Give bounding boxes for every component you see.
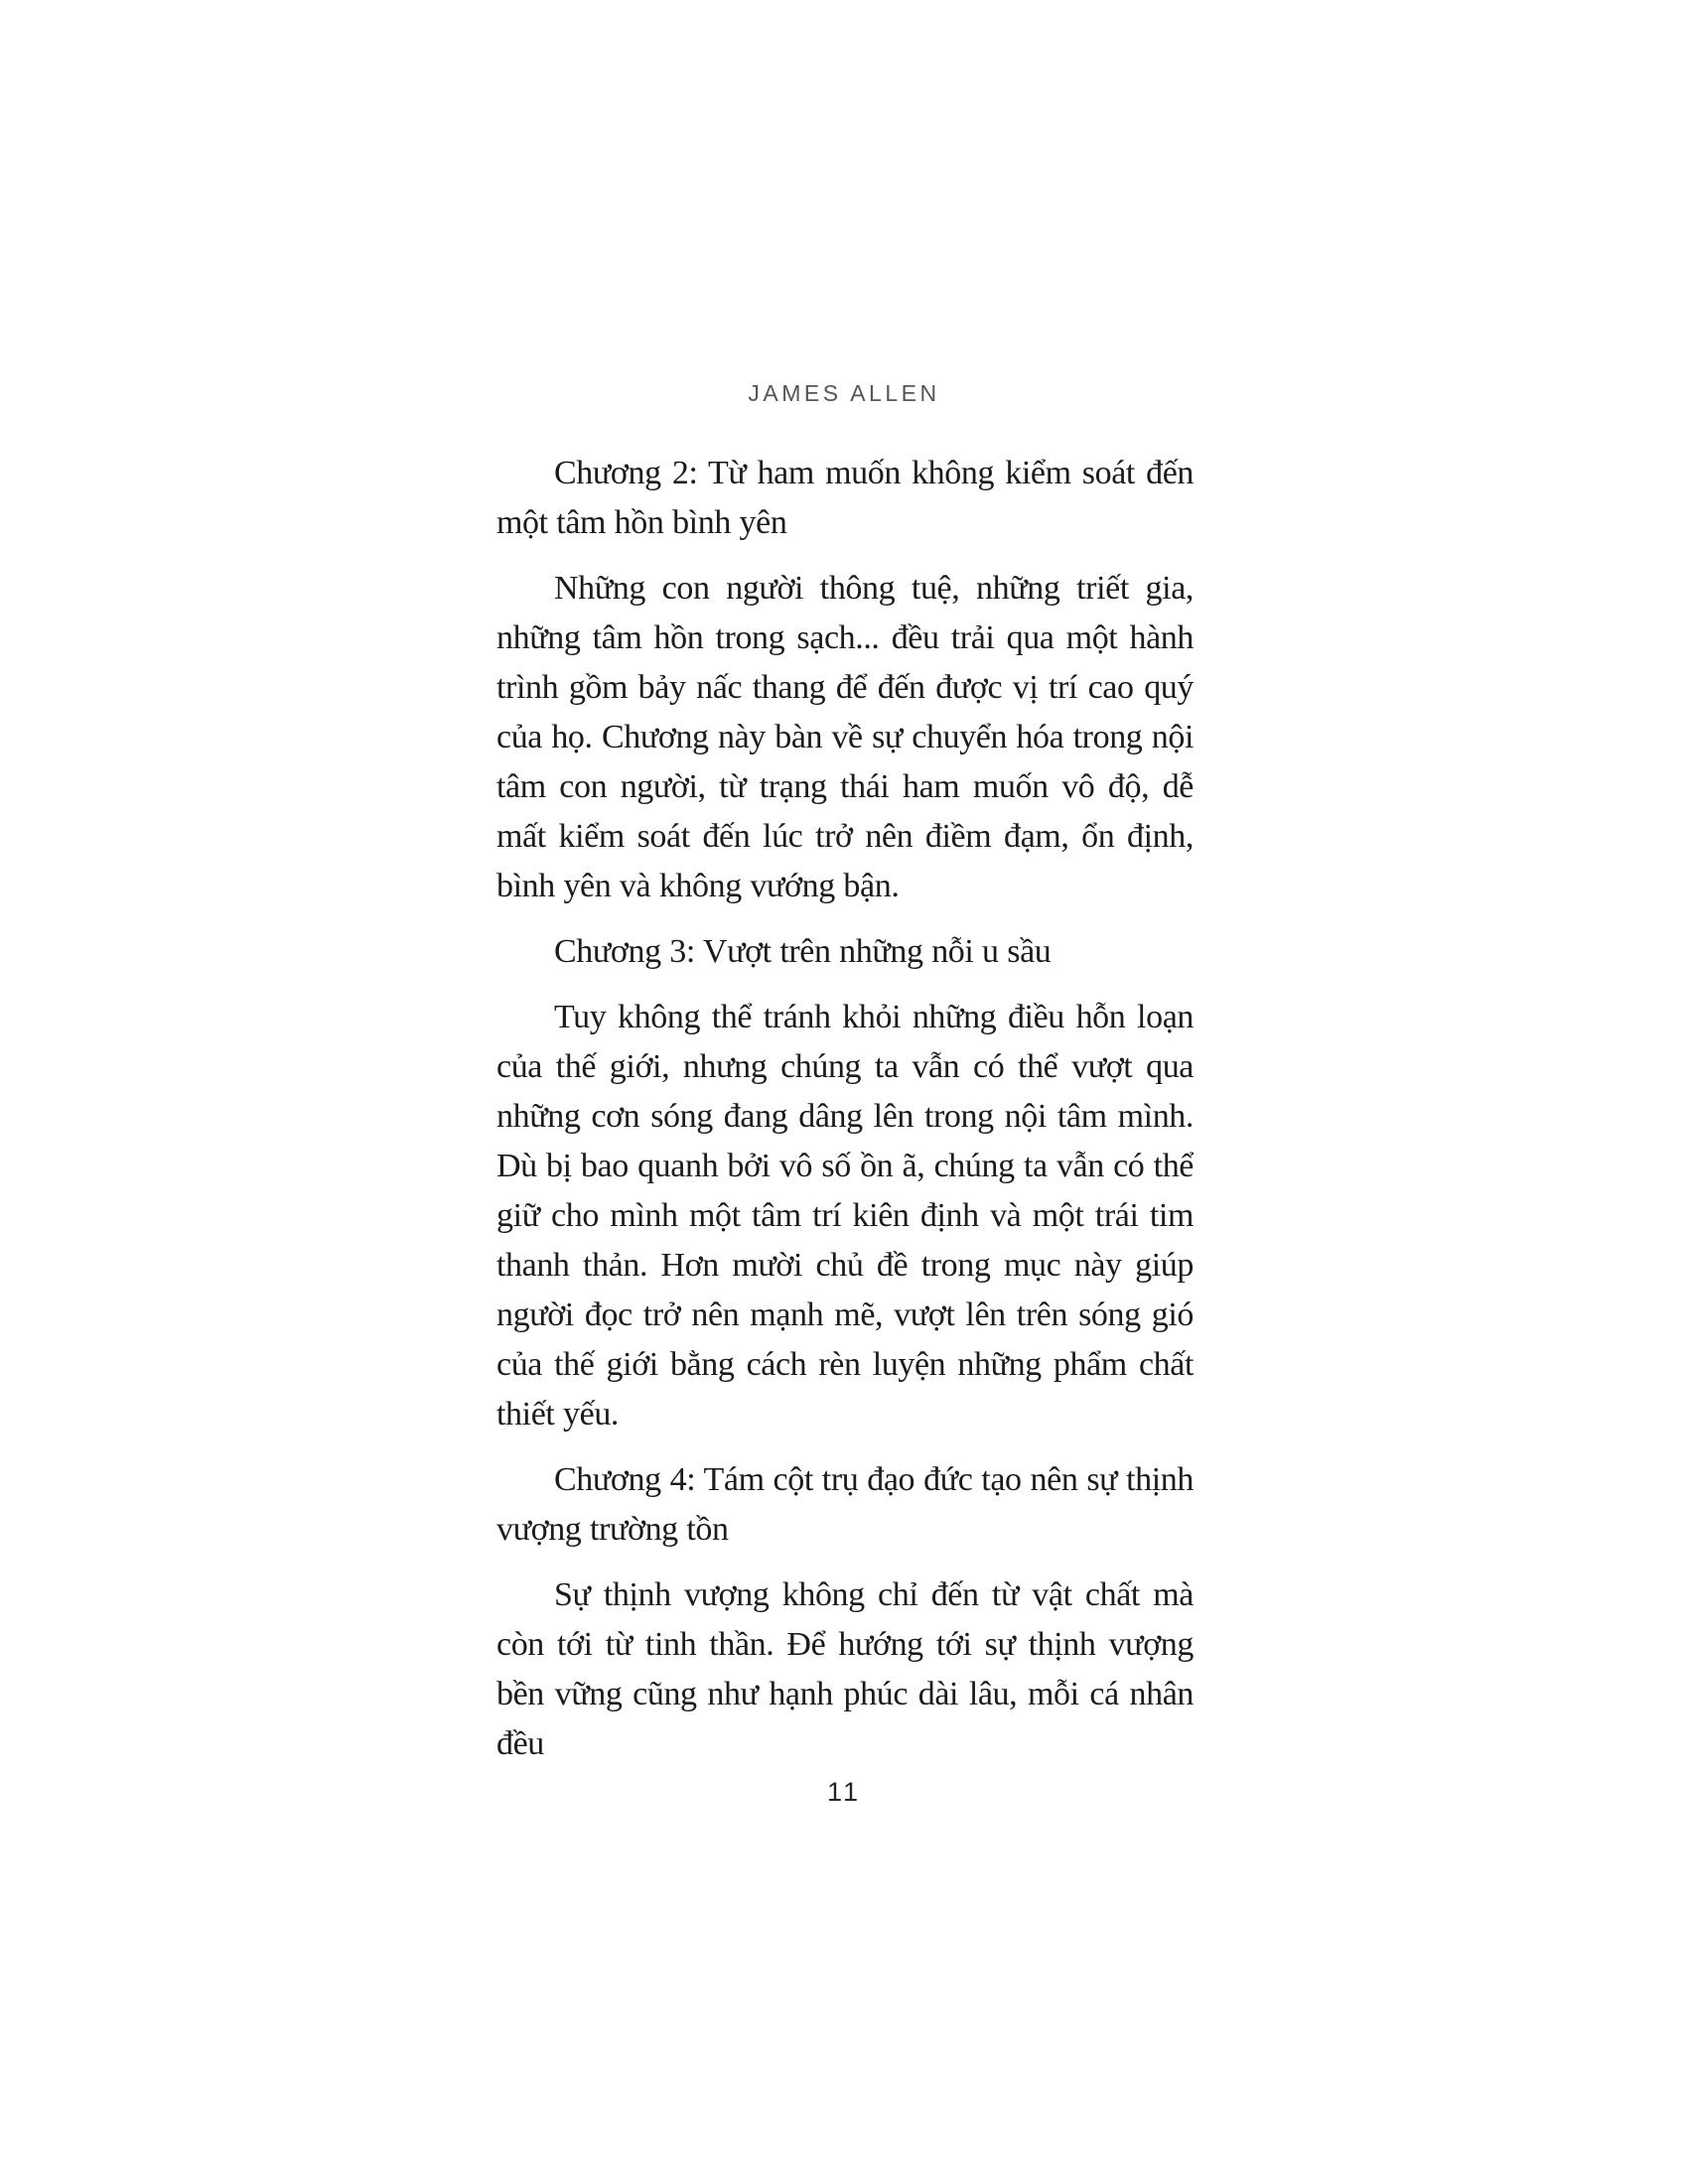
- page-body-text: [496, 449, 1194, 1785]
- chapter-2-summary-paragraph: Những con người thông tuệ, những triết gia, những tâm hồn trong sạch... đều trải qua một hành trình gồm bảy nấc thang để đến được vị trí cao quý của họ. Chương này bàn về sự chuyển hóa trong nội tâm con người, từ trạng thái ham muốn vô độ, dễ mất kiểm soát đến lúc trở nên điềm đạm, ổn định, bình yên và không vướng bận.: [496, 570, 1194, 904]
- running-header-author: JAMES ALLEN: [748, 380, 940, 406]
- chapter-3-summary-paragraph: Tuy không thể tránh khỏi những điều hỗn loạn của thế giới, nhưng chúng ta vẫn có thể vượt qua những cơn sóng đang dâng lên trong nội tâm mình. Dù bị bao quanh bởi vô số ồn ã, chúng ta vẫn có thể giữ cho mình một tâm trí kiên định và một trái tim thanh thản. Hơn mười chủ đề trong mục này giúp người đọc trở nên mạnh mẽ, vượt lên trên sóng gió của thế giới bằng cách rèn luyện những phẩm chất thiết yếu.: [496, 999, 1194, 1433]
- chapter-3-summary-heading-paragraph: Chương 3: Vượt trên những nỗi u sầu: [554, 933, 1052, 970]
- chapter-2-summary-heading-paragraph: Chương 2: Từ ham muốn không kiểm soát đến một tâm hồn bình yên: [496, 455, 1194, 541]
- chapter-4-summary-heading-paragraph: Chương 4: Tám cột trụ đạo đức tạo nên sự thịnh vượng trường tồn: [496, 1461, 1194, 1548]
- page-number: 11: [826, 1777, 862, 1807]
- chapter-4-summary-paragraph: Sự thịnh vượng không chỉ đến từ vật chất mà còn tới từ tinh thần. Để hướng tới sự thịnh vượng bền vững cũng như hạnh phúc dài lâu, mỗi cá nhân đều: [496, 1576, 1194, 1762]
